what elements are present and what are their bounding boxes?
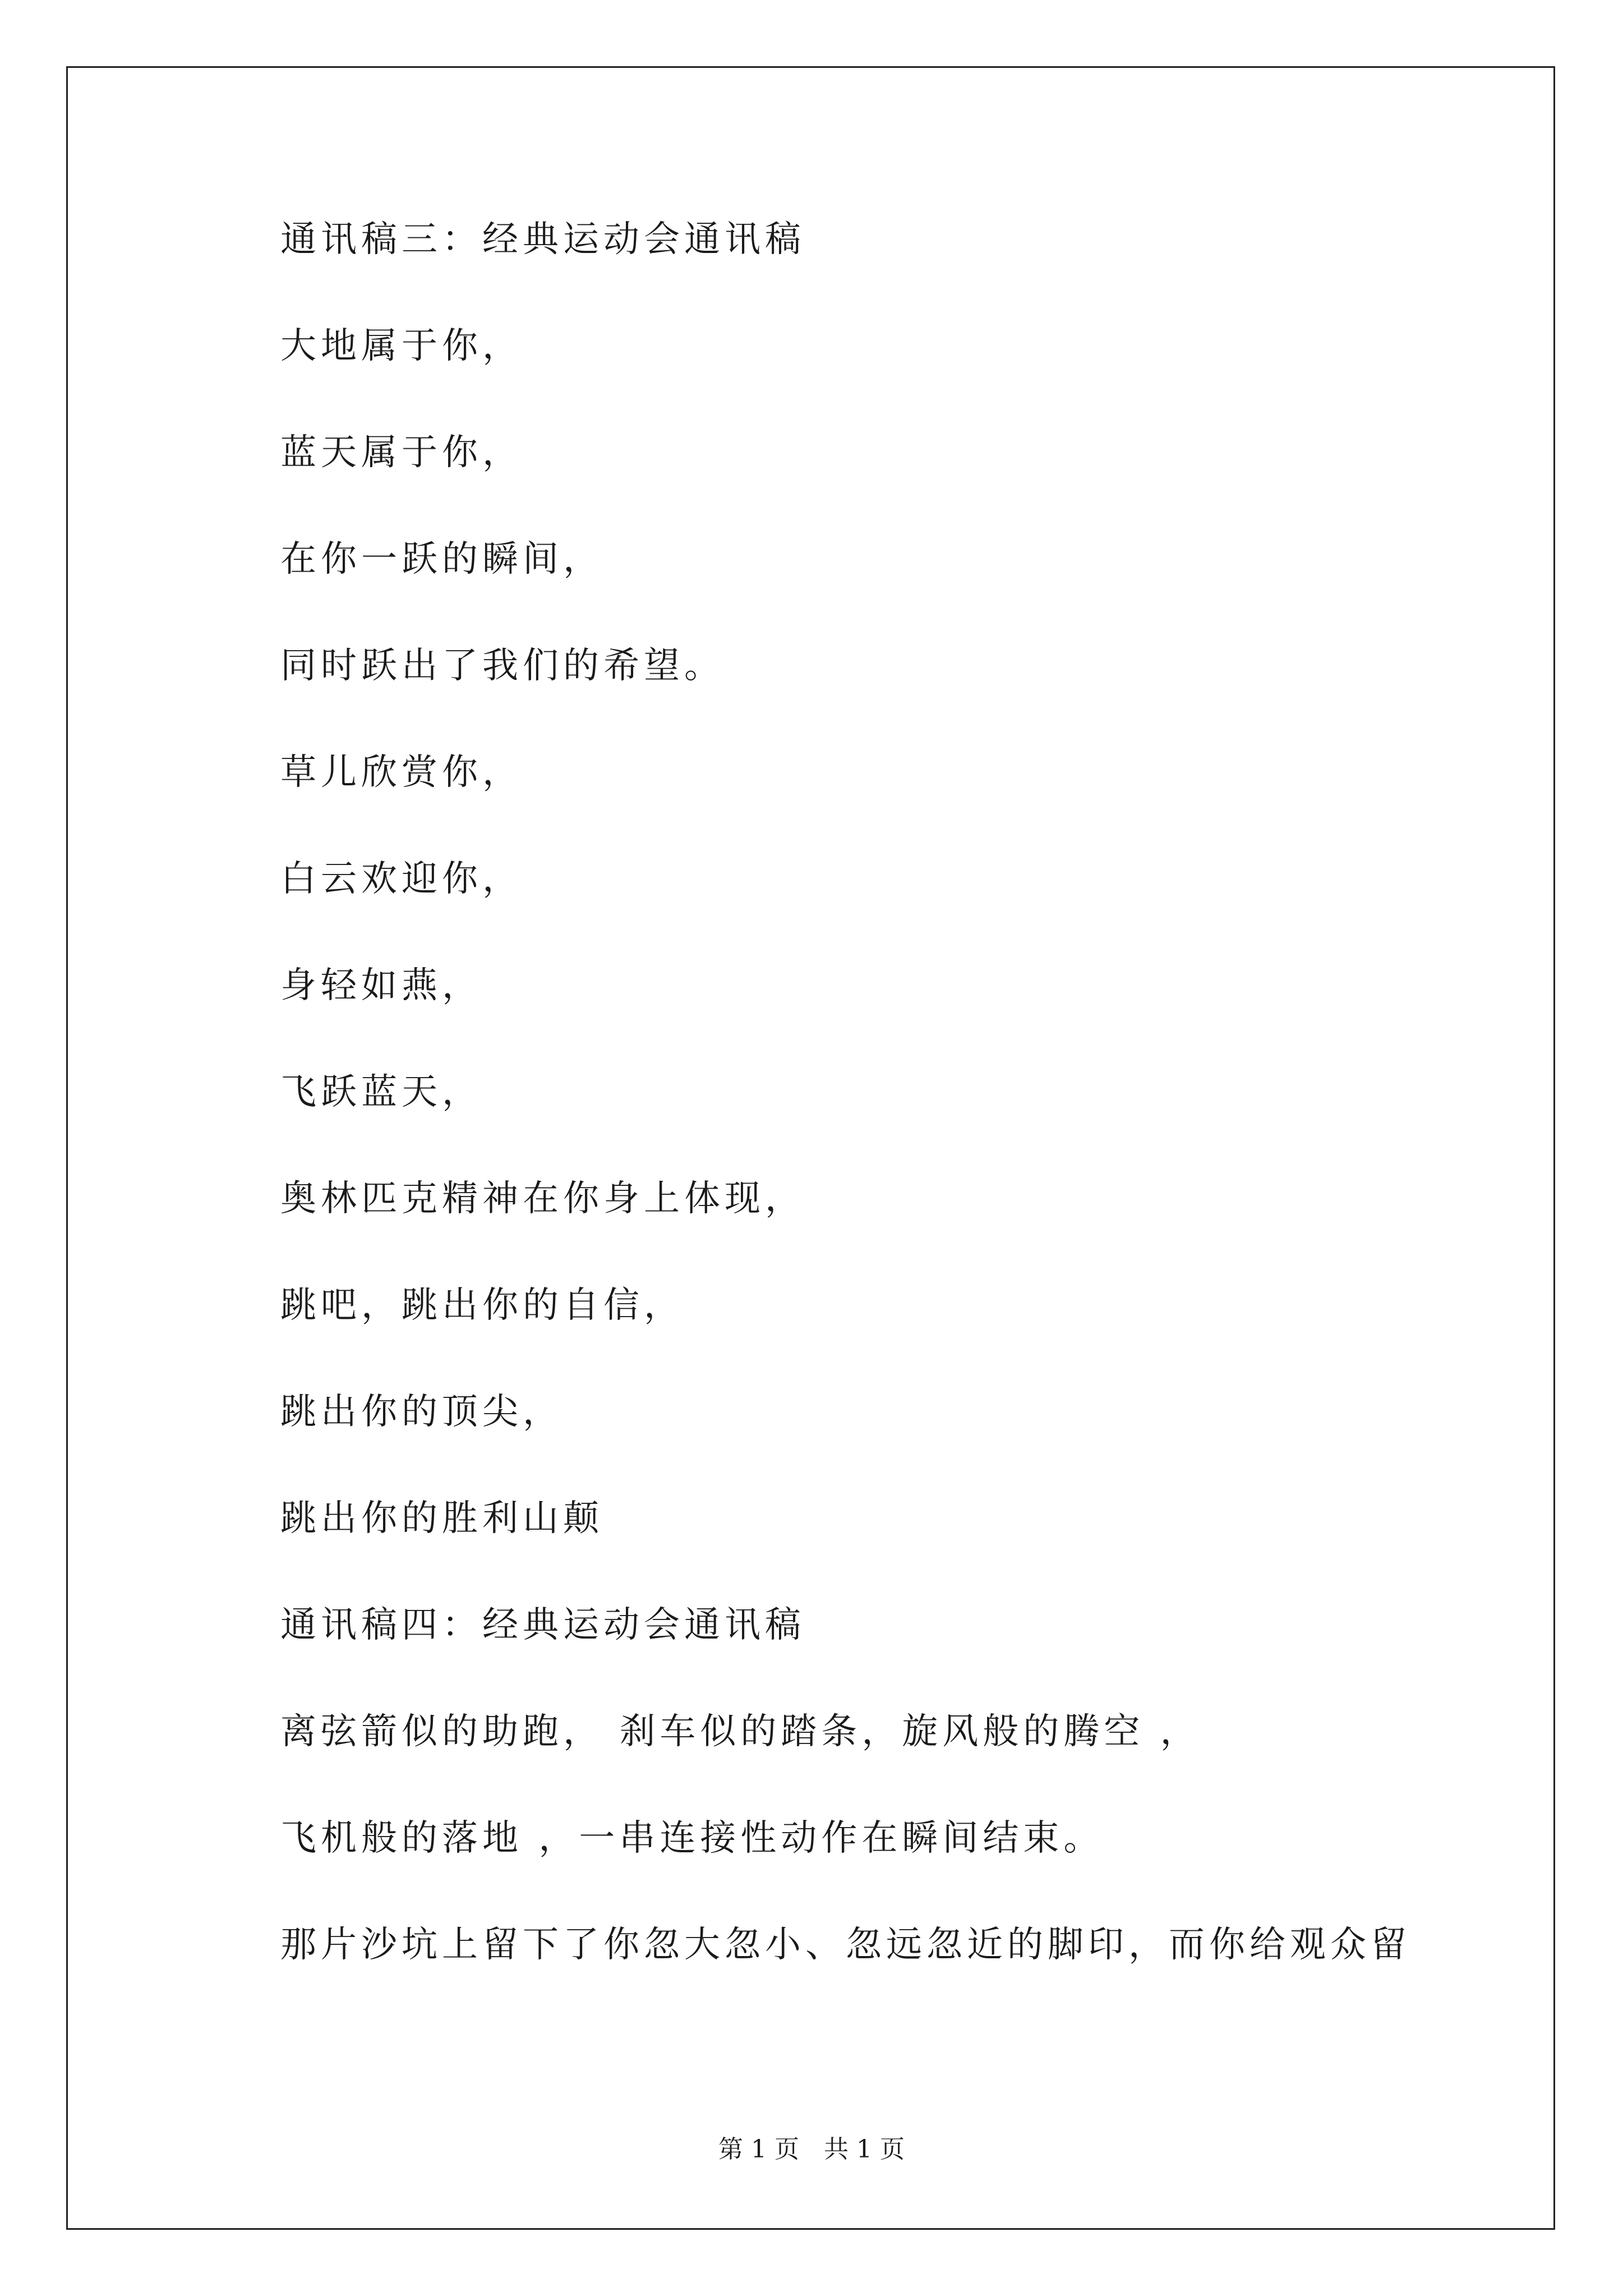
text-line: 跳吧，跳出你的自信， bbox=[280, 1285, 684, 1326]
text-line: 离弦箭似的助跑， 刹车似的踏条，旋风般的腾空 ， bbox=[280, 1711, 1201, 1752]
text-line: 蓝天属于你， bbox=[280, 432, 523, 473]
text-line: 跳出你的顶尖， bbox=[280, 1391, 563, 1433]
text-line: 跳出你的胜利山颠 bbox=[280, 1498, 603, 1539]
page-number-footer: 第 1 页 共 1 页 bbox=[718, 2135, 905, 2164]
text-line: 那片沙坑上留下了你忽大忽小、忽远忽近的脚印，而你给观众留 bbox=[280, 1924, 1411, 1966]
text-line: 大地属于你， bbox=[280, 325, 523, 367]
text-line: 奥林匹克精神在你身上体现， bbox=[280, 1178, 805, 1220]
section-heading: 通讯稿三：经典运动会通讯稿 bbox=[280, 219, 805, 260]
text-line: 在你一跃的瞬间， bbox=[280, 539, 603, 580]
document-body bbox=[280, 219, 1514, 2033]
text-line: 草儿欣赏你， bbox=[280, 752, 523, 793]
text-line: 身轻如燕， bbox=[280, 965, 482, 1006]
section-heading: 通讯稿四：经典运动会通讯稿 bbox=[280, 1604, 805, 1646]
text-line: 白云欢迎你， bbox=[280, 858, 523, 900]
text-line: 飞机般的落地 ，一串连接性动作在瞬间结束。 bbox=[280, 1818, 1104, 1859]
text-line: 飞跃蓝天， bbox=[280, 1071, 482, 1113]
text-line: 同时跃出了我们的希望。 bbox=[280, 645, 725, 687]
